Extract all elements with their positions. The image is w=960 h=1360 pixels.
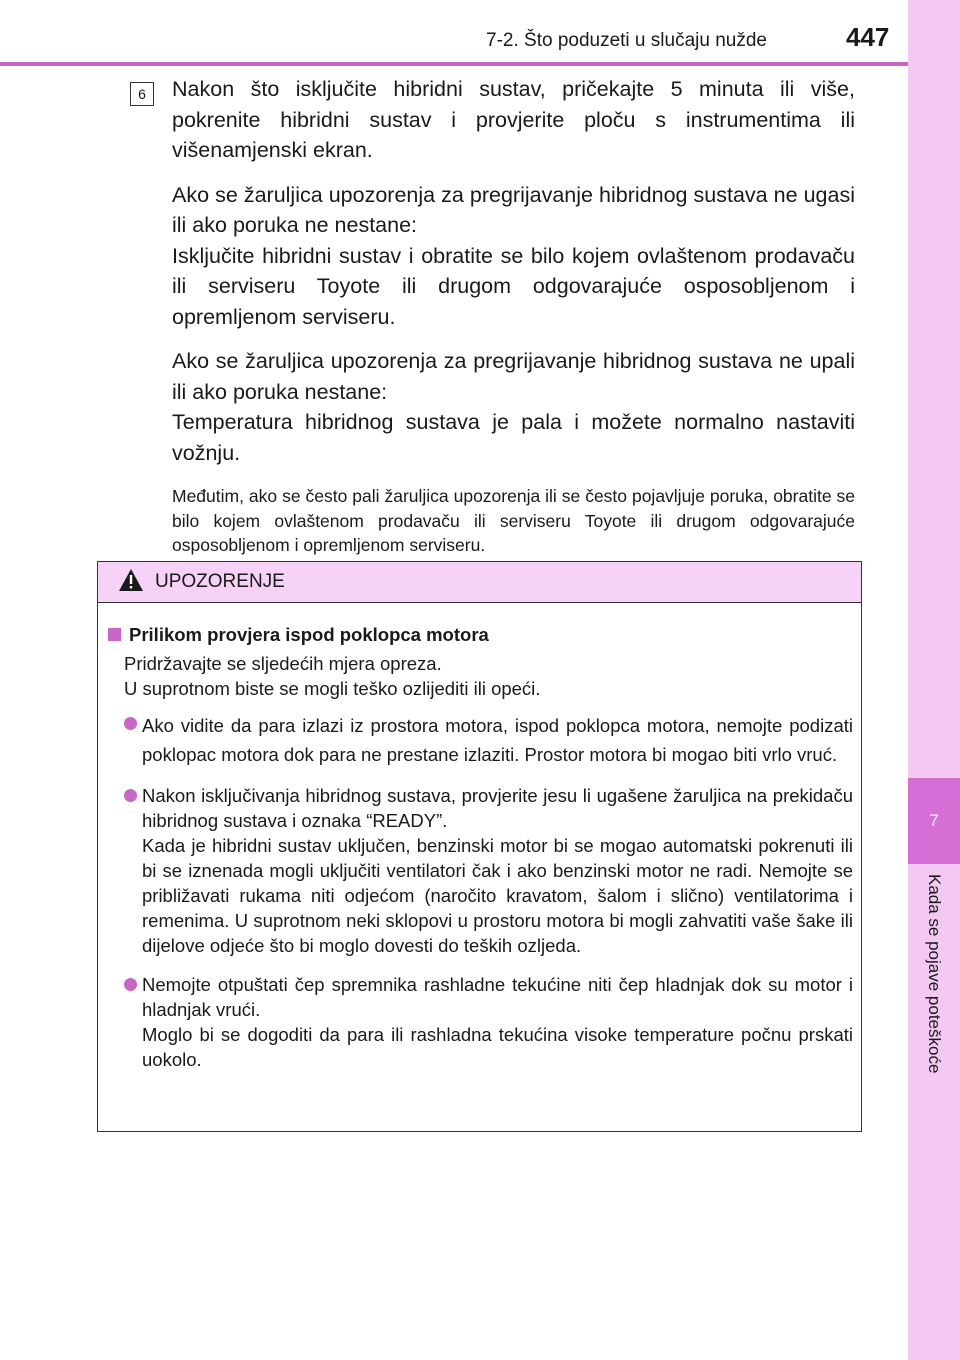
warning-heading [108, 622, 853, 647]
step-body [172, 74, 855, 572]
bullet-dot-icon [124, 978, 137, 991]
step-condition-2: Ako se žaruljica upozorenja za pregrijavanje hibridnog sustava ne upali ili ako poruka nestane: [172, 349, 855, 404]
step-paragraph-3 [172, 346, 855, 468]
warning-intro-line-1: Pridržavajte se sljedećih mjera opreza. [124, 653, 442, 674]
bullet-dot-icon [124, 717, 137, 730]
bullet-dot-icon [124, 789, 137, 802]
warning-bullet-2-text-a: Nakon isključivanja hibridnog sustava, provjerite jesu li ugašene žaruljica na prekidaču hibridnog sustava i oznaka “READY”. [142, 785, 853, 831]
warning-bullet-1-text: Ako vidite da para izlazi iz prostora motora, ispod poklopca motora, nemojte podizati poklopac motora dok para ne prestane izlaziti. Prostor motora bi mogao biti vrlo vruć. [142, 715, 853, 765]
step-condition-1: Ako se žaruljica upozorenja za pregrijavanje hibridnog sustava ne ugasi ili ako poruka ne nestane: [172, 182, 855, 237]
warning-bullet-3 [124, 972, 853, 1072]
warning-box [97, 561, 862, 1132]
page-number: 447 [846, 22, 890, 52]
chapter-title: Kada se pojave poteškoće [925, 874, 944, 1074]
warning-title: UPOZORENJE [155, 571, 285, 592]
step-action-2: Temperatura hibridnog sustava je pala i možete normalno nastaviti vožnju. [172, 410, 855, 465]
step-paragraph-2 [172, 180, 855, 333]
step-action-1: Isključite hibridni sustav i obratite se bilo kojem ovlaštenom prodavaču ili serviseru Toyote ili drugom odgovarajuće osposobljenom i opremljenom serviseru. [172, 243, 855, 329]
warning-bullet-3-text-a: Nemojte otpuštati čep spremnika rashladne tekućine niti čep hladnjak dok su motor i hladnjak vrući. [142, 974, 853, 1020]
chapter-side-tab [908, 0, 960, 1360]
warning-body [108, 622, 853, 1072]
warning-intro [124, 651, 853, 701]
warning-header [98, 562, 861, 603]
warning-bullet-2-text-b: Kada je hibridni sustav uključen, benzinski motor bi se mogao automatski pokrenuti ili bi se iznenada mogli uključiti ventilatori čak i ako benzinski motor ne radi. Nemojte se približavati rukama niti odjećom (naročito kravatom, šalom i slično) ventilatorima i remenima. U suprotnom neki sklopovi u prostoru motora bi mogli zahvatiti vaše šake ili dijelove odjeće što bi moglo dovesti do teških ozljeda. [142, 835, 853, 956]
warning-bullet-2 [124, 783, 853, 958]
chapter-number: 7 [908, 778, 960, 864]
warning-intro-line-2: U suprotnom biste se mogli teško ozlijediti ili opeći. [124, 678, 541, 699]
step-number-box: 6 [130, 82, 154, 106]
warning-bullet-3-text-b: Moglo bi se dogoditi da para ili rashladna tekućina visoke temperature počnu prskati uokolo. [142, 1024, 853, 1070]
warning-triangle-icon [118, 568, 144, 592]
warning-heading-text: Prilikom provjera ispod poklopca motora [129, 624, 489, 645]
step-paragraph-1: Nakon što isključite hibridni sustav, pričekajte 5 minuta ili više, pokrenite hibridni sustav i provjerite ploču s instrumentima ili višenamjenski ekran. [172, 77, 855, 162]
section-title: 7-2. Što poduzeti u slučaju nužde [486, 30, 767, 51]
step-note: Međutim, ako se često pali žaruljica upozorenja ili se često pojavljuje poruka, obratite se bilo kojem ovlaštenom prodavaču ili serviseru Toyote ili drugom odgovarajuće osposobljenom i opremljenom serviseru. [172, 486, 855, 555]
header-divider [0, 62, 908, 66]
warning-bullet-1 [124, 711, 853, 769]
square-bullet-icon [108, 628, 121, 641]
